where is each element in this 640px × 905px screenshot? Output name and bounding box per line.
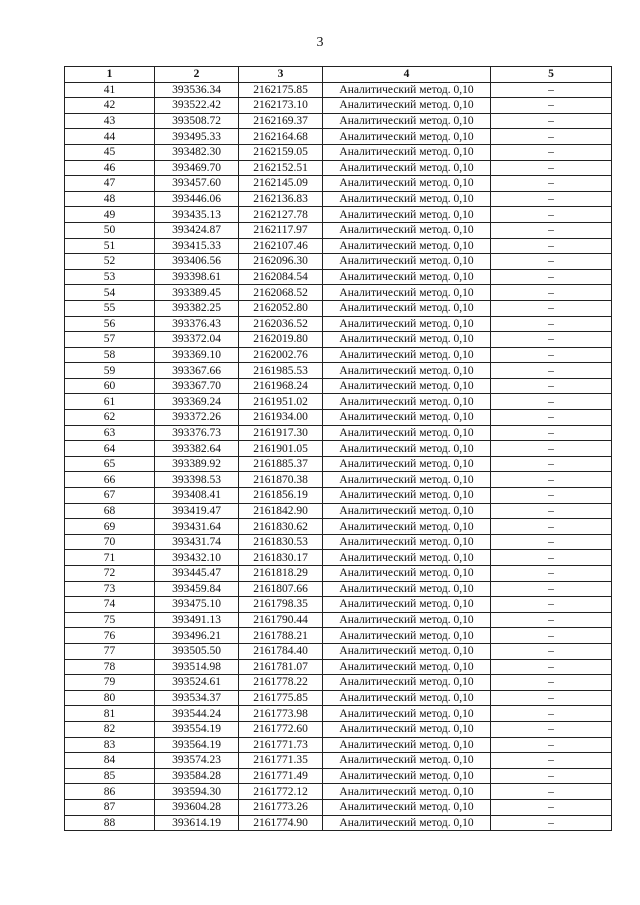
method-cell: Аналитический метод. 0,10 bbox=[323, 98, 491, 114]
table-row bbox=[65, 597, 612, 613]
description-cell: – bbox=[491, 550, 612, 566]
y-coordinate-cell: 2162019.80 bbox=[239, 332, 323, 348]
description-cell: – bbox=[491, 815, 612, 831]
description-cell: – bbox=[491, 176, 612, 192]
y-coordinate-cell: 2161771.49 bbox=[239, 768, 323, 784]
description-cell: – bbox=[491, 456, 612, 472]
method-cell: Аналитический метод. 0,10 bbox=[323, 534, 491, 550]
x-coordinate-cell: 393372.04 bbox=[155, 332, 239, 348]
x-coordinate-cell: 393534.37 bbox=[155, 690, 239, 706]
point-number-cell: 47 bbox=[65, 176, 155, 192]
table-row bbox=[65, 643, 612, 659]
point-number-cell: 77 bbox=[65, 643, 155, 659]
y-coordinate-cell: 2161917.30 bbox=[239, 425, 323, 441]
description-cell: – bbox=[491, 191, 612, 207]
method-cell: Аналитический метод. 0,10 bbox=[323, 394, 491, 410]
point-number-cell: 57 bbox=[65, 332, 155, 348]
description-cell: – bbox=[491, 737, 612, 753]
point-number-cell: 69 bbox=[65, 519, 155, 535]
y-coordinate-cell: 2161773.98 bbox=[239, 706, 323, 722]
x-coordinate-cell: 393457.60 bbox=[155, 176, 239, 192]
x-coordinate-cell: 393564.19 bbox=[155, 737, 239, 753]
method-cell: Аналитический метод. 0,10 bbox=[323, 628, 491, 644]
method-cell: Аналитический метод. 0,10 bbox=[323, 144, 491, 160]
point-number-cell: 53 bbox=[65, 269, 155, 285]
point-number-cell: 54 bbox=[65, 285, 155, 301]
x-coordinate-cell: 393382.64 bbox=[155, 441, 239, 457]
table-row bbox=[65, 534, 612, 550]
table-row bbox=[65, 690, 612, 706]
y-coordinate-cell: 2161985.53 bbox=[239, 363, 323, 379]
table-row bbox=[65, 98, 612, 114]
table-row bbox=[65, 129, 612, 145]
x-coordinate-cell: 393372.26 bbox=[155, 410, 239, 426]
method-cell: Аналитический метод. 0,10 bbox=[323, 472, 491, 488]
method-cell: Аналитический метод. 0,10 bbox=[323, 222, 491, 238]
table-row bbox=[65, 160, 612, 176]
point-number-cell: 55 bbox=[65, 300, 155, 316]
x-coordinate-cell: 393432.10 bbox=[155, 550, 239, 566]
y-coordinate-cell: 2161818.29 bbox=[239, 566, 323, 582]
y-coordinate-cell: 2161772.60 bbox=[239, 721, 323, 737]
y-coordinate-cell: 2161934.00 bbox=[239, 410, 323, 426]
x-coordinate-cell: 393369.24 bbox=[155, 394, 239, 410]
point-number-cell: 67 bbox=[65, 488, 155, 504]
y-coordinate-cell: 2161968.24 bbox=[239, 378, 323, 394]
method-cell: Аналитический метод. 0,10 bbox=[323, 815, 491, 831]
description-cell: – bbox=[491, 144, 612, 160]
x-coordinate-cell: 393574.23 bbox=[155, 753, 239, 769]
description-cell: – bbox=[491, 503, 612, 519]
x-coordinate-cell: 393508.72 bbox=[155, 113, 239, 129]
y-coordinate-cell: 2161788.21 bbox=[239, 628, 323, 644]
point-number-cell: 50 bbox=[65, 222, 155, 238]
point-number-cell: 46 bbox=[65, 160, 155, 176]
y-coordinate-cell: 2162173.10 bbox=[239, 98, 323, 114]
method-cell: Аналитический метод. 0,10 bbox=[323, 456, 491, 472]
x-coordinate-cell: 393514.98 bbox=[155, 659, 239, 675]
y-coordinate-cell: 2162052.80 bbox=[239, 300, 323, 316]
x-coordinate-cell: 393382.25 bbox=[155, 300, 239, 316]
table-row bbox=[65, 269, 612, 285]
table-row bbox=[65, 82, 612, 98]
x-coordinate-cell: 393376.73 bbox=[155, 425, 239, 441]
header-col-3: 3 bbox=[239, 67, 323, 83]
x-coordinate-cell: 393446.06 bbox=[155, 191, 239, 207]
table-row bbox=[65, 566, 612, 582]
table-row bbox=[65, 316, 612, 332]
x-coordinate-cell: 393406.56 bbox=[155, 254, 239, 270]
x-coordinate-cell: 393435.13 bbox=[155, 207, 239, 223]
y-coordinate-cell: 2161781.07 bbox=[239, 659, 323, 675]
description-cell: – bbox=[491, 207, 612, 223]
table-row bbox=[65, 238, 612, 254]
point-number-cell: 87 bbox=[65, 799, 155, 815]
method-cell: Аналитический метод. 0,10 bbox=[323, 659, 491, 675]
table-row bbox=[65, 472, 612, 488]
table-row bbox=[65, 332, 612, 348]
description-cell: – bbox=[491, 363, 612, 379]
y-coordinate-cell: 2161807.66 bbox=[239, 581, 323, 597]
point-number-cell: 45 bbox=[65, 144, 155, 160]
method-cell: Аналитический метод. 0,10 bbox=[323, 737, 491, 753]
method-cell: Аналитический метод. 0,10 bbox=[323, 238, 491, 254]
table-row bbox=[65, 425, 612, 441]
method-cell: Аналитический метод. 0,10 bbox=[323, 566, 491, 582]
y-coordinate-cell: 2161901.05 bbox=[239, 441, 323, 457]
x-coordinate-cell: 393614.19 bbox=[155, 815, 239, 831]
description-cell: – bbox=[491, 160, 612, 176]
method-cell: Аналитический метод. 0,10 bbox=[323, 378, 491, 394]
method-cell: Аналитический метод. 0,10 bbox=[323, 300, 491, 316]
y-coordinate-cell: 2161885.37 bbox=[239, 456, 323, 472]
y-coordinate-cell: 2161775.85 bbox=[239, 690, 323, 706]
description-cell: – bbox=[491, 612, 612, 628]
x-coordinate-cell: 393431.74 bbox=[155, 534, 239, 550]
x-coordinate-cell: 393367.70 bbox=[155, 378, 239, 394]
description-cell: – bbox=[491, 113, 612, 129]
table-row bbox=[65, 815, 612, 831]
point-number-cell: 62 bbox=[65, 410, 155, 426]
point-number-cell: 74 bbox=[65, 597, 155, 613]
table-row bbox=[65, 222, 612, 238]
method-cell: Аналитический метод. 0,10 bbox=[323, 753, 491, 769]
method-cell: Аналитический метод. 0,10 bbox=[323, 160, 491, 176]
y-coordinate-cell: 2162152.51 bbox=[239, 160, 323, 176]
method-cell: Аналитический метод. 0,10 bbox=[323, 612, 491, 628]
point-number-cell: 44 bbox=[65, 129, 155, 145]
y-coordinate-cell: 2162169.37 bbox=[239, 113, 323, 129]
point-number-cell: 70 bbox=[65, 534, 155, 550]
point-number-cell: 81 bbox=[65, 706, 155, 722]
table-row bbox=[65, 347, 612, 363]
table-row bbox=[65, 410, 612, 426]
x-coordinate-cell: 393536.34 bbox=[155, 82, 239, 98]
y-coordinate-cell: 2162159.05 bbox=[239, 144, 323, 160]
description-cell: – bbox=[491, 706, 612, 722]
method-cell: Аналитический метод. 0,10 bbox=[323, 643, 491, 659]
point-number-cell: 42 bbox=[65, 98, 155, 114]
x-coordinate-cell: 393495.33 bbox=[155, 129, 239, 145]
x-coordinate-cell: 393524.61 bbox=[155, 675, 239, 691]
y-coordinate-cell: 2161771.35 bbox=[239, 753, 323, 769]
method-cell: Аналитический метод. 0,10 bbox=[323, 519, 491, 535]
y-coordinate-cell: 2162068.52 bbox=[239, 285, 323, 301]
description-cell: – bbox=[491, 129, 612, 145]
point-number-cell: 41 bbox=[65, 82, 155, 98]
description-cell: – bbox=[491, 488, 612, 504]
y-coordinate-cell: 2162084.54 bbox=[239, 269, 323, 285]
table-row bbox=[65, 488, 612, 504]
point-number-cell: 85 bbox=[65, 768, 155, 784]
method-cell: Аналитический метод. 0,10 bbox=[323, 316, 491, 332]
table-row bbox=[65, 254, 612, 270]
description-cell: – bbox=[491, 472, 612, 488]
description-cell: – bbox=[491, 238, 612, 254]
method-cell: Аналитический метод. 0,10 bbox=[323, 129, 491, 145]
x-coordinate-cell: 393594.30 bbox=[155, 784, 239, 800]
description-cell: – bbox=[491, 768, 612, 784]
description-cell: – bbox=[491, 799, 612, 815]
method-cell: Аналитический метод. 0,10 bbox=[323, 113, 491, 129]
y-coordinate-cell: 2161842.90 bbox=[239, 503, 323, 519]
table-row bbox=[65, 441, 612, 457]
description-cell: – bbox=[491, 441, 612, 457]
point-number-cell: 78 bbox=[65, 659, 155, 675]
description-cell: – bbox=[491, 690, 612, 706]
x-coordinate-cell: 393424.87 bbox=[155, 222, 239, 238]
point-number-cell: 59 bbox=[65, 363, 155, 379]
table-row bbox=[65, 394, 612, 410]
method-cell: Аналитический метод. 0,10 bbox=[323, 176, 491, 192]
description-cell: – bbox=[491, 332, 612, 348]
method-cell: Аналитический метод. 0,10 bbox=[323, 721, 491, 737]
y-coordinate-cell: 2161830.62 bbox=[239, 519, 323, 535]
table-row bbox=[65, 784, 612, 800]
header-col-5: 5 bbox=[491, 67, 612, 83]
point-number-cell: 64 bbox=[65, 441, 155, 457]
point-number-cell: 49 bbox=[65, 207, 155, 223]
method-cell: Аналитический метод. 0,10 bbox=[323, 690, 491, 706]
method-cell: Аналитический метод. 0,10 bbox=[323, 410, 491, 426]
x-coordinate-cell: 393459.84 bbox=[155, 581, 239, 597]
description-cell: – bbox=[491, 98, 612, 114]
x-coordinate-cell: 393604.28 bbox=[155, 799, 239, 815]
x-coordinate-cell: 393491.13 bbox=[155, 612, 239, 628]
description-cell: – bbox=[491, 347, 612, 363]
method-cell: Аналитический метод. 0,10 bbox=[323, 191, 491, 207]
table-header-row bbox=[65, 67, 612, 83]
x-coordinate-cell: 393415.33 bbox=[155, 238, 239, 254]
method-cell: Аналитический метод. 0,10 bbox=[323, 82, 491, 98]
x-coordinate-cell: 393398.61 bbox=[155, 269, 239, 285]
description-cell: – bbox=[491, 425, 612, 441]
y-coordinate-cell: 2162136.83 bbox=[239, 191, 323, 207]
x-coordinate-cell: 393544.24 bbox=[155, 706, 239, 722]
header-col-2: 2 bbox=[155, 67, 239, 83]
method-cell: Аналитический метод. 0,10 bbox=[323, 675, 491, 691]
method-cell: Аналитический метод. 0,10 bbox=[323, 550, 491, 566]
table-row bbox=[65, 300, 612, 316]
point-number-cell: 66 bbox=[65, 472, 155, 488]
description-cell: – bbox=[491, 394, 612, 410]
table-row bbox=[65, 737, 612, 753]
method-cell: Аналитический метод. 0,10 bbox=[323, 799, 491, 815]
header-col-4: 4 bbox=[323, 67, 491, 83]
table-row bbox=[65, 113, 612, 129]
x-coordinate-cell: 393475.10 bbox=[155, 597, 239, 613]
table-row bbox=[65, 581, 612, 597]
table-row bbox=[65, 799, 612, 815]
table-row bbox=[65, 456, 612, 472]
table-row bbox=[65, 659, 612, 675]
point-number-cell: 76 bbox=[65, 628, 155, 644]
x-coordinate-cell: 393369.10 bbox=[155, 347, 239, 363]
table-row bbox=[65, 285, 612, 301]
x-coordinate-cell: 393419.47 bbox=[155, 503, 239, 519]
description-cell: – bbox=[491, 285, 612, 301]
table-row bbox=[65, 628, 612, 644]
y-coordinate-cell: 2161951.02 bbox=[239, 394, 323, 410]
method-cell: Аналитический метод. 0,10 bbox=[323, 332, 491, 348]
y-coordinate-cell: 2161856.19 bbox=[239, 488, 323, 504]
point-number-cell: 86 bbox=[65, 784, 155, 800]
y-coordinate-cell: 2161784.40 bbox=[239, 643, 323, 659]
point-number-cell: 65 bbox=[65, 456, 155, 472]
table-row bbox=[65, 675, 612, 691]
method-cell: Аналитический метод. 0,10 bbox=[323, 285, 491, 301]
y-coordinate-cell: 2162107.46 bbox=[239, 238, 323, 254]
table-row bbox=[65, 144, 612, 160]
x-coordinate-cell: 393584.28 bbox=[155, 768, 239, 784]
point-number-cell: 88 bbox=[65, 815, 155, 831]
description-cell: – bbox=[491, 581, 612, 597]
description-cell: – bbox=[491, 222, 612, 238]
x-coordinate-cell: 393376.43 bbox=[155, 316, 239, 332]
page-number: 3 bbox=[316, 35, 324, 50]
description-cell: – bbox=[491, 753, 612, 769]
description-cell: – bbox=[491, 628, 612, 644]
method-cell: Аналитический метод. 0,10 bbox=[323, 425, 491, 441]
x-coordinate-cell: 393398.53 bbox=[155, 472, 239, 488]
method-cell: Аналитический метод. 0,10 bbox=[323, 768, 491, 784]
table-row bbox=[65, 207, 612, 223]
table-row bbox=[65, 503, 612, 519]
x-coordinate-cell: 393389.92 bbox=[155, 456, 239, 472]
point-number-cell: 48 bbox=[65, 191, 155, 207]
point-number-cell: 63 bbox=[65, 425, 155, 441]
x-coordinate-cell: 393445.47 bbox=[155, 566, 239, 582]
point-number-cell: 72 bbox=[65, 566, 155, 582]
y-coordinate-cell: 2161778.22 bbox=[239, 675, 323, 691]
y-coordinate-cell: 2161790.44 bbox=[239, 612, 323, 628]
description-cell: – bbox=[491, 643, 612, 659]
method-cell: Аналитический метод. 0,10 bbox=[323, 581, 491, 597]
y-coordinate-cell: 2161774.90 bbox=[239, 815, 323, 831]
x-coordinate-cell: 393469.70 bbox=[155, 160, 239, 176]
x-coordinate-cell: 393482.30 bbox=[155, 144, 239, 160]
method-cell: Аналитический метод. 0,10 bbox=[323, 488, 491, 504]
method-cell: Аналитический метод. 0,10 bbox=[323, 706, 491, 722]
table-row bbox=[65, 721, 612, 737]
point-number-cell: 60 bbox=[65, 378, 155, 394]
point-number-cell: 61 bbox=[65, 394, 155, 410]
description-cell: – bbox=[491, 410, 612, 426]
description-cell: – bbox=[491, 378, 612, 394]
y-coordinate-cell: 2162036.52 bbox=[239, 316, 323, 332]
x-coordinate-cell: 393389.45 bbox=[155, 285, 239, 301]
method-cell: Аналитический метод. 0,10 bbox=[323, 597, 491, 613]
method-cell: Аналитический метод. 0,10 bbox=[323, 784, 491, 800]
y-coordinate-cell: 2161771.73 bbox=[239, 737, 323, 753]
description-cell: – bbox=[491, 659, 612, 675]
description-cell: – bbox=[491, 269, 612, 285]
description-cell: – bbox=[491, 534, 612, 550]
table-row bbox=[65, 519, 612, 535]
point-number-cell: 71 bbox=[65, 550, 155, 566]
description-cell: – bbox=[491, 82, 612, 98]
y-coordinate-cell: 2162164.68 bbox=[239, 129, 323, 145]
point-number-cell: 73 bbox=[65, 581, 155, 597]
point-number-cell: 75 bbox=[65, 612, 155, 628]
y-coordinate-cell: 2161830.53 bbox=[239, 534, 323, 550]
x-coordinate-cell: 393522.42 bbox=[155, 98, 239, 114]
coordinates-table bbox=[64, 66, 612, 831]
y-coordinate-cell: 2162145.09 bbox=[239, 176, 323, 192]
description-cell: – bbox=[491, 721, 612, 737]
point-number-cell: 68 bbox=[65, 503, 155, 519]
description-cell: – bbox=[491, 784, 612, 800]
point-number-cell: 83 bbox=[65, 737, 155, 753]
table-row bbox=[65, 176, 612, 192]
point-number-cell: 84 bbox=[65, 753, 155, 769]
y-coordinate-cell: 2161798.35 bbox=[239, 597, 323, 613]
y-coordinate-cell: 2162127.78 bbox=[239, 207, 323, 223]
table-row bbox=[65, 612, 612, 628]
description-cell: – bbox=[491, 316, 612, 332]
x-coordinate-cell: 393367.66 bbox=[155, 363, 239, 379]
y-coordinate-cell: 2161772.12 bbox=[239, 784, 323, 800]
table-body bbox=[65, 82, 612, 831]
method-cell: Аналитический метод. 0,10 bbox=[323, 254, 491, 270]
description-cell: – bbox=[491, 597, 612, 613]
method-cell: Аналитический метод. 0,10 bbox=[323, 441, 491, 457]
table-row bbox=[65, 378, 612, 394]
description-cell: – bbox=[491, 675, 612, 691]
x-coordinate-cell: 393554.19 bbox=[155, 721, 239, 737]
point-number-cell: 52 bbox=[65, 254, 155, 270]
y-coordinate-cell: 2162002.76 bbox=[239, 347, 323, 363]
x-coordinate-cell: 393496.21 bbox=[155, 628, 239, 644]
method-cell: Аналитический метод. 0,10 bbox=[323, 363, 491, 379]
table-row bbox=[65, 550, 612, 566]
y-coordinate-cell: 2162117.97 bbox=[239, 222, 323, 238]
point-number-cell: 43 bbox=[65, 113, 155, 129]
table-row bbox=[65, 706, 612, 722]
method-cell: Аналитический метод. 0,10 bbox=[323, 207, 491, 223]
table-row bbox=[65, 768, 612, 784]
y-coordinate-cell: 2161773.26 bbox=[239, 799, 323, 815]
y-coordinate-cell: 2162096.30 bbox=[239, 254, 323, 270]
description-cell: – bbox=[491, 519, 612, 535]
table-row bbox=[65, 191, 612, 207]
method-cell: Аналитический метод. 0,10 bbox=[323, 503, 491, 519]
table-row bbox=[65, 753, 612, 769]
table-row bbox=[65, 363, 612, 379]
x-coordinate-cell: 393505.50 bbox=[155, 643, 239, 659]
y-coordinate-cell: 2162175.85 bbox=[239, 82, 323, 98]
point-number-cell: 82 bbox=[65, 721, 155, 737]
description-cell: – bbox=[491, 300, 612, 316]
point-number-cell: 51 bbox=[65, 238, 155, 254]
description-cell: – bbox=[491, 254, 612, 270]
description-cell: – bbox=[491, 566, 612, 582]
x-coordinate-cell: 393431.64 bbox=[155, 519, 239, 535]
header-col-1: 1 bbox=[65, 67, 155, 83]
y-coordinate-cell: 2161870.38 bbox=[239, 472, 323, 488]
y-coordinate-cell: 2161830.17 bbox=[239, 550, 323, 566]
point-number-cell: 80 bbox=[65, 690, 155, 706]
method-cell: Аналитический метод. 0,10 bbox=[323, 347, 491, 363]
point-number-cell: 79 bbox=[65, 675, 155, 691]
point-number-cell: 58 bbox=[65, 347, 155, 363]
method-cell: Аналитический метод. 0,10 bbox=[323, 269, 491, 285]
point-number-cell: 56 bbox=[65, 316, 155, 332]
x-coordinate-cell: 393408.41 bbox=[155, 488, 239, 504]
